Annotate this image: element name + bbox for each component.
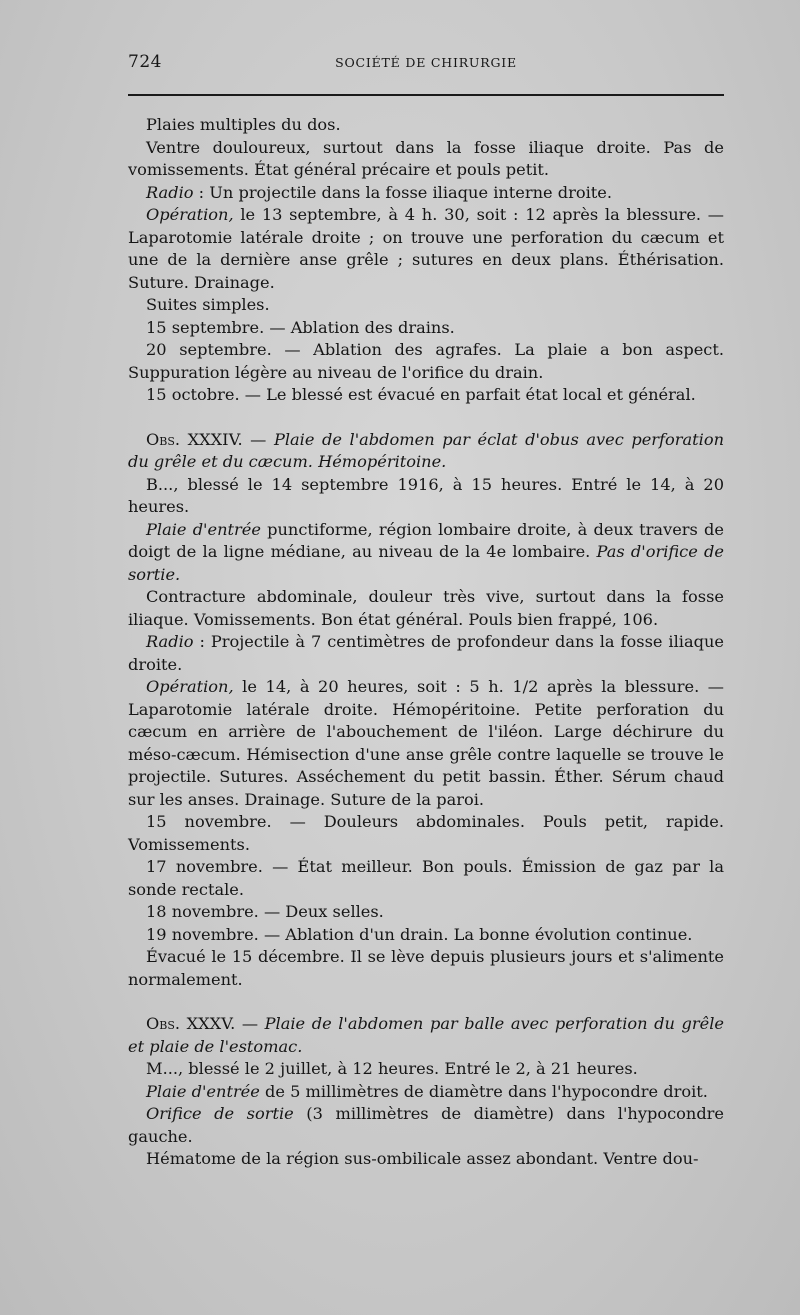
paragraph: 15 septembre. — Ablation des drains. (146, 317, 455, 337)
label-operation: Opération, (146, 205, 234, 224)
label-plaie-entree: Plaie d'entrée (146, 519, 261, 539)
paragraph: 17 novembre. — État meilleur. Bon pouls. Émission de gaz par la sonde rectale. (128, 857, 724, 899)
paragraph: 20 septembre. — Ablation des agrafes. La plaie a bon aspect. Suppuration légère au niveau de l'orifice du drain. (128, 340, 724, 382)
paragraph: Hématome de la région sus-ombilicale assez abondant. Ventre dou- (146, 1149, 699, 1168)
page-header (128, 52, 724, 76)
observation-title: Plaie de l'abdomen par balle avec perforation du grêle et plaie de l'estomac. (128, 1014, 724, 1056)
paragraph: Opération, le 14, à 20 heures, soit : 5 h. 1/2 après la blessure. — Laparotomie latérale droite. Hémopéritoine. Petite perforation du cæcum en arrière de l'abouchement de l'iléon. Large déchirure du méso-cæcum. Hémisection d'une anse grêle contre laquelle se trouve le projectile. Sutures. Asséchement du petit bassin. Éther. Sérum chaud sur les anses. Drainage. Suture de la paroi. (128, 677, 724, 809)
paragraph: M..., blessé le 2 juillet, à 12 heures. Entré le 2, à 21 heures. (146, 1059, 638, 1078)
paragraph: 15 novembre. — Douleurs abdominales. Pouls petit, rapide. Vomissements. (128, 812, 724, 854)
label-radio: Radio (146, 182, 194, 202)
paragraph: Opération, le 13 septembre, à 4 h. 30, soit : 12 après la blessure. — Laparotomie latérale droite ; on trouve une perforation du cæcum et une de la dernière anse grêle ; sutures en deux plans. Éthérisation. Suture. Drainage. (128, 205, 724, 292)
paragraph: 18 novembre. — Deux selles. (146, 902, 384, 921)
observation-title: Plaie de l'abdomen par éclat d'obus avec perforation du grêle et du cæcum. Hémopéritoine. (128, 429, 725, 471)
header-rule (128, 94, 724, 96)
body-text (128, 114, 724, 1171)
paragraph: Ventre douloureux, surtout dans la fosse iliaque droite. Pas de vomissements. État général précaire et pouls petit. (128, 137, 724, 179)
label-orifice-sortie: Orifice de sortie (146, 1104, 294, 1123)
paragraph: Plaie d'entrée de 5 millimètres de diamètre dans l'hypocondre droit. (146, 1081, 708, 1101)
label-operation: Opération, (146, 677, 234, 696)
observation-number: Obs. XXXIV. (146, 429, 243, 449)
label-plaie-entree: Plaie d'entrée (146, 1081, 260, 1101)
label-radio: Radio (146, 632, 194, 651)
page-number: 724 (128, 52, 162, 72)
paragraph: Suites simples. (146, 295, 270, 314)
running-title: SOCIÉTÉ DE CHIRURGIE (335, 55, 517, 70)
observation-number: Obs. XXXV. (146, 1014, 236, 1033)
paragraph: 15 octobre. — Le blessé est évacué en parfait état local et général. (146, 385, 696, 404)
observation-heading: Obs. XXXV. — Plaie de l'abdomen par balle avec perforation du grêle et plaie de l'estomac. (128, 1014, 724, 1056)
paragraph: Plaie d'entrée punctiforme, région lombaire droite, à deux travers de doigt de la ligne médiane, au niveau de la 4e lombaire. Pas d'orifice de sortie. (128, 519, 724, 584)
paragraph: Orifice de sortie (3 millimètres de diamètre) dans l'hypocondre gauche. (128, 1104, 724, 1146)
paragraph: 19 novembre. — Ablation d'un drain. La bonne évolution continue. (146, 924, 693, 944)
observation-heading: Obs. XXXIV. — Plaie de l'abdomen par éclat d'obus avec perforation du grêle et du cæcum. Hémopéritoine. (128, 429, 725, 471)
paragraph: Évacué le 15 décembre. Il se lève depuis plusieurs jours et s'alimente normalement. (128, 947, 724, 989)
paragraph: Plaies multiples du dos. (146, 115, 341, 134)
paragraph: B..., blessé le 14 septembre 1916, à 15 heures. Entré le 14, à 20 heures. (128, 474, 724, 516)
paragraph: Radio : Un projectile dans la fosse iliaque interne droite. (146, 182, 613, 202)
paragraph: Contracture abdominale, douleur très vive, surtout dans la fosse iliaque. Vomissements. Bon état général. Pouls bien frappé, 106. (128, 587, 724, 629)
paragraph: Radio : Projectile à 7 centimètres de profondeur dans la fosse iliaque droite. (128, 632, 724, 674)
